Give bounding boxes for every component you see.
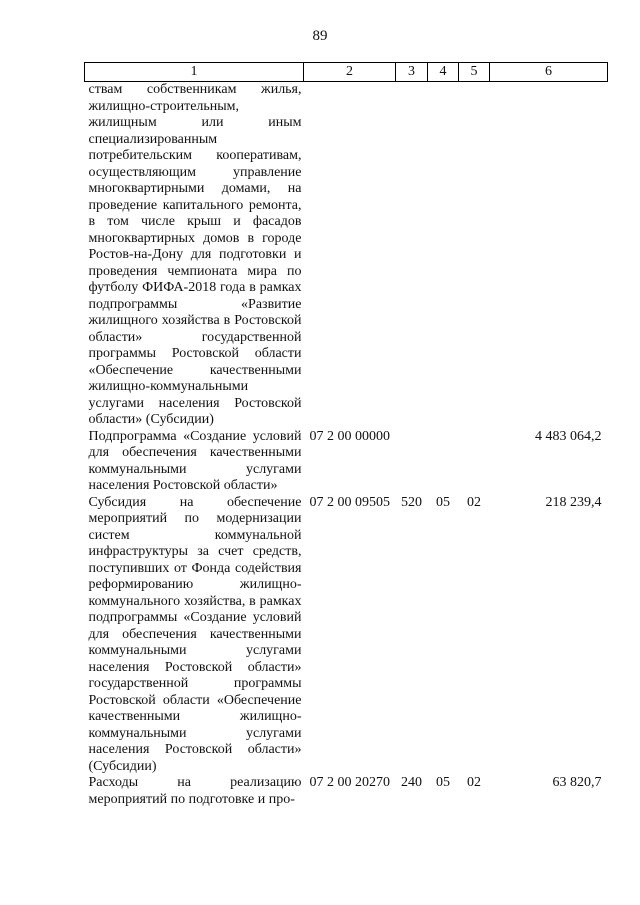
row-col-4: 05 [436,494,450,510]
row-description: Подпрограмма «Создание условий для обеспечения качественными коммунальными услугами населения Ростовской области» [88,428,302,493]
table-row [85,429,608,495]
table-row [85,775,608,808]
row-col-5: 02 [467,775,481,790]
row-col-3: 520 [401,494,422,510]
page-number: 89 [312,28,328,44]
row-col-4 [428,82,459,429]
row-amount: 4 483 064,2 [535,428,602,444]
row-col-4: 05 [436,775,450,790]
table-row [85,495,608,776]
header-row [85,63,608,82]
budget-table [84,62,608,808]
row-col-3 [396,429,428,495]
row-col-3: 240 [401,775,422,790]
row-code: 07 2 00 20270 [309,775,390,790]
row-description: Субсидия на обеспечение мероприятий по модернизации систем коммунальной инфраструктуры за счет средств, поступивших от Фонда содействия реформированию жилищно-коммунального хозяйства, в рамках подпрограммы «Создание условий для обеспечения качественными коммунальными услугами населения Ростовской области» государственной программы Ростовской области «Обеспечение качественными жилищно-коммунальными услугами населения Ростовской области» (Субсидии) [88,494,302,774]
row-description: Расходы на реализацию мероприятий по подготовке и про- [88,775,302,807]
row-col-4 [428,429,459,495]
row-code [304,82,396,429]
header-col-5: 5 [459,63,490,82]
row-code: 07 2 00 09505 [309,494,390,510]
row-col-3 [396,82,428,429]
row-col-5 [459,429,490,495]
row-code: 07 2 00 00000 [309,428,390,444]
header-col-4: 4 [428,63,459,82]
header-col-6: 6 [490,63,608,82]
row-amount: 63 820,7 [552,775,602,790]
table-row [85,82,608,429]
header-col-1: 1 [85,63,304,82]
header-col-2: 2 [304,63,396,82]
row-description: ствам собственникам жилья, жилищно-строительным, жилищным или иным специализированным потребительским кооперативам, осуществляющим управление многоквартирными домами, на проведение капитального ремонта, в том числе крыш и фасадов многоквартирных домов в городе Ростов-на-Дону для подготовки и проведения чемпионата мира по футболу ФИФА-2018 года в рамках подпрограммы «Развитие жилищного хозяйства в Ростовской области» государственной программы Ростовской области «Обеспечение качественными жилищно-коммунальными услугами населения Ростовской области» (Субсидии) [88,82,302,427]
row-amount [490,82,608,429]
header-col-3: 3 [396,63,428,82]
row-col-5: 02 [467,494,481,510]
row-col-5 [459,82,490,429]
row-amount: 218 239,4 [545,494,602,510]
